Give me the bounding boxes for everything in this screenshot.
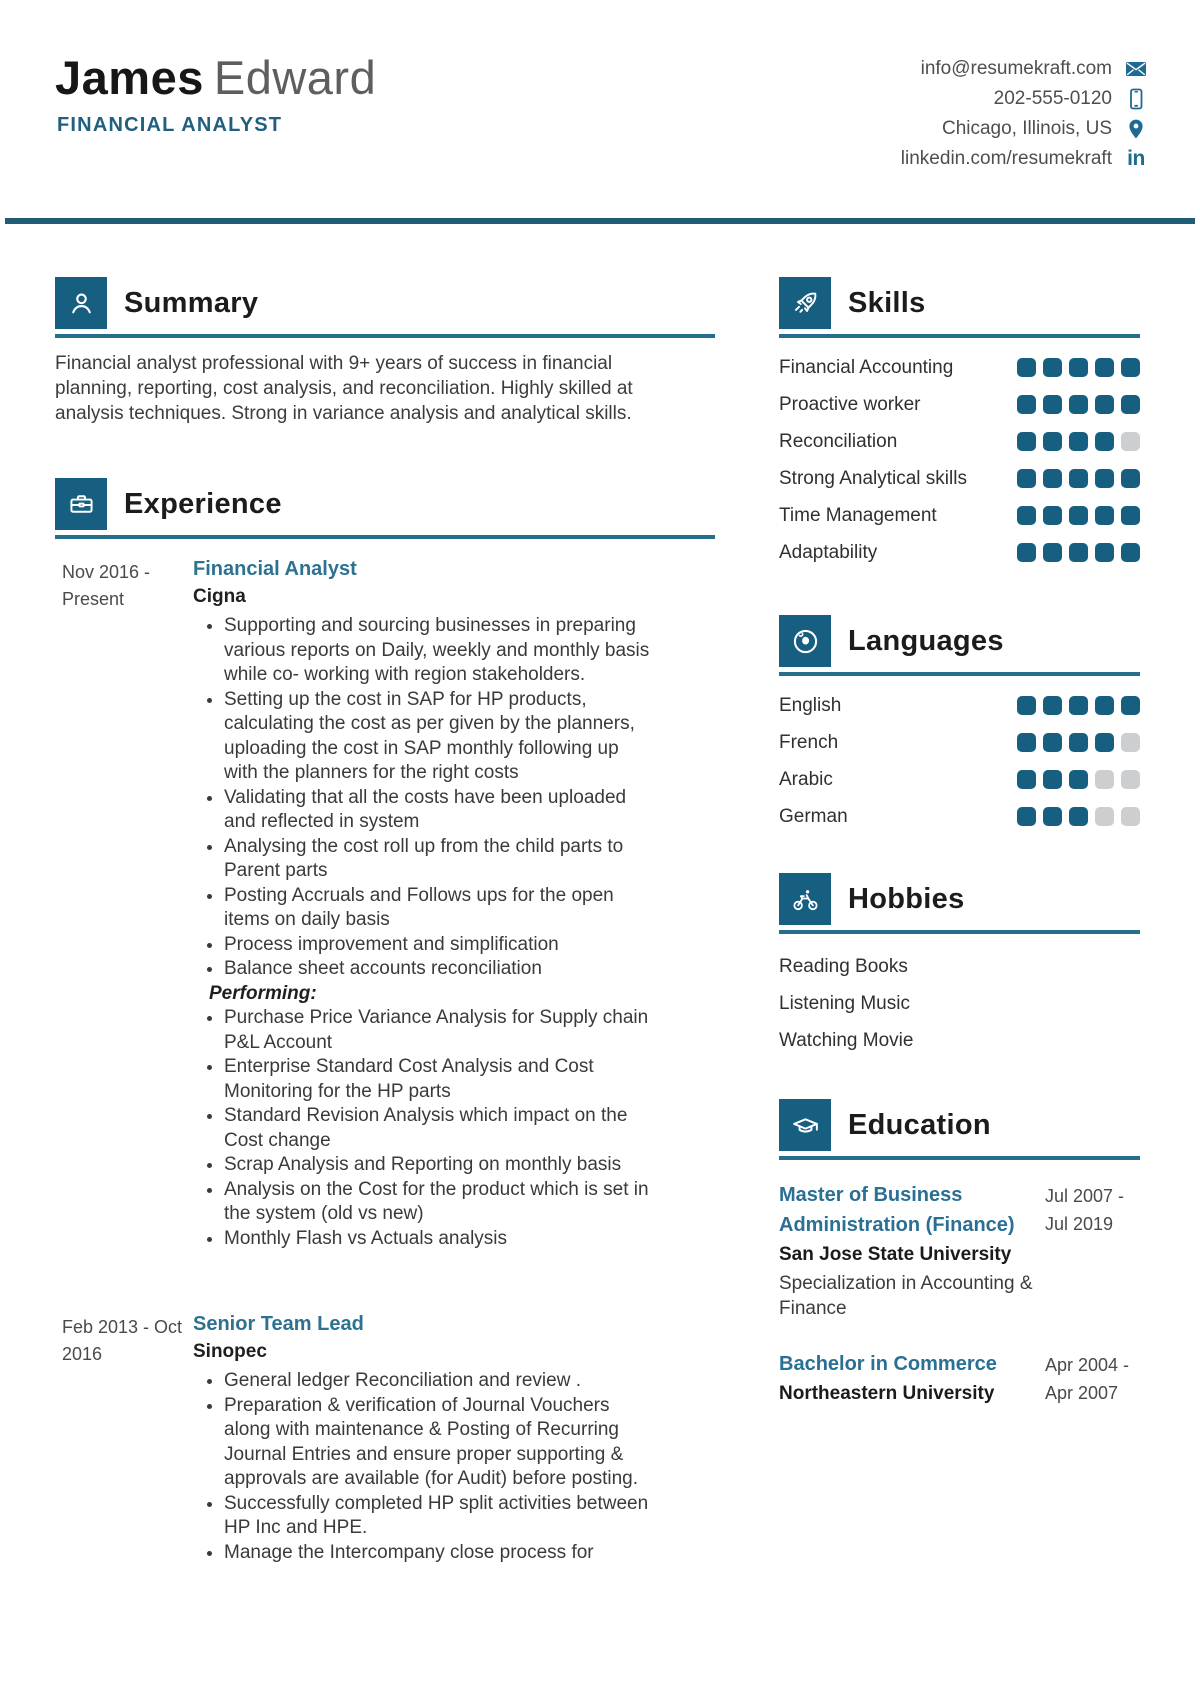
summary-heading-row xyxy=(55,277,715,329)
contact-block xyxy=(901,54,1147,174)
job-bullet xyxy=(224,1153,653,1178)
languages-heading-row xyxy=(779,615,1140,667)
language-row xyxy=(779,761,1140,798)
education-heading: Education xyxy=(848,1108,991,1141)
rating-square xyxy=(1069,395,1088,414)
job-bullet xyxy=(224,933,653,958)
first-name: James xyxy=(55,51,204,104)
rating-square xyxy=(1095,733,1114,752)
skill-row xyxy=(779,460,1140,497)
rating-square xyxy=(1043,770,1062,789)
education-school: San Jose State University xyxy=(779,1244,1012,1265)
rating-square xyxy=(1121,432,1140,451)
job-company: Cigna xyxy=(193,586,246,607)
skill-row xyxy=(779,386,1140,423)
rating-square xyxy=(1017,543,1036,562)
contact-email-text[interactable]: info@resumekraft.com xyxy=(920,58,1112,79)
education-dates: Apr 2004 - Apr 2007 xyxy=(1045,1355,1130,1403)
skill-rating xyxy=(1017,506,1140,525)
location-icon xyxy=(1125,118,1147,140)
job-bullet-text: Analysis on the Cost for the product which is set in the system (old vs new) xyxy=(224,1178,649,1224)
job-bullet-text: Standard Revision Analysis which impact on the Cost change xyxy=(224,1105,628,1151)
job-bullet-text: Scrap Analysis and Reporting on monthly basis xyxy=(224,1154,622,1175)
job-dates: Feb 2013 - Oct 2016 xyxy=(62,1317,183,1364)
language-rating xyxy=(1017,696,1140,715)
last-name: Edward xyxy=(213,51,377,104)
contact-linkedin-text[interactable]: linkedin.com/resumekraft xyxy=(900,148,1112,169)
job-bullet xyxy=(224,786,653,835)
rating-square xyxy=(1069,506,1088,525)
education-degree: Bachelor in Commerce xyxy=(779,1353,997,1375)
experience-heading: Experience xyxy=(124,487,282,520)
skill-rating xyxy=(1017,358,1140,377)
rating-square xyxy=(1121,770,1140,789)
rating-square xyxy=(1017,358,1036,377)
job-entry xyxy=(55,556,715,1251)
job-bullet xyxy=(224,1541,653,1566)
experience-heading-row xyxy=(55,478,715,530)
right-column xyxy=(779,277,1140,1565)
job-bullet xyxy=(224,957,653,982)
bicycle-icon xyxy=(779,873,831,925)
language-label: German xyxy=(779,805,848,827)
summary-heading: Summary xyxy=(124,286,259,319)
job-bullet-text: Preparation & verification of Journal Vouchers along with maintenance & Posting of Recurring Journal Entries and ensure proper supporting & approvals are available (for Audit) before posting. xyxy=(224,1394,639,1489)
rating-square xyxy=(1017,395,1036,414)
person-icon xyxy=(55,277,107,329)
skills-heading-row xyxy=(779,277,1140,329)
language-label: French xyxy=(779,731,839,753)
languages-rule xyxy=(779,672,1140,676)
rating-square xyxy=(1121,395,1140,414)
job-bullet xyxy=(224,1492,653,1541)
job-bullet-text: Supporting and sourcing businesses in preparing various reports on Daily, weekly and monthly basis while co- working with region stakeholders. xyxy=(224,615,650,685)
job-bullet-text: Validating that all the costs have been uploaded and reflected in system xyxy=(224,786,627,832)
contact-phone-text: 202-555-0120 xyxy=(993,88,1112,109)
phone-icon xyxy=(1125,88,1147,110)
rating-square xyxy=(1017,506,1036,525)
job-title: Senior Team Lead xyxy=(193,1313,364,1335)
job-bullet-text: Manage the Intercompany close process for xyxy=(224,1541,594,1563)
rating-square xyxy=(1043,543,1062,562)
rating-square xyxy=(1017,807,1036,826)
skill-rating xyxy=(1017,469,1140,488)
rating-square xyxy=(1017,770,1036,789)
rating-square xyxy=(1121,696,1140,715)
linkedin-icon: in xyxy=(1127,147,1145,170)
rating-square xyxy=(1095,696,1114,715)
job-bullet xyxy=(224,1369,653,1394)
rating-square xyxy=(1069,469,1088,488)
header xyxy=(0,0,1200,218)
left-column xyxy=(55,277,715,1565)
education-heading-row xyxy=(779,1099,1140,1151)
hobby-item: Listening Music xyxy=(779,993,910,1014)
summary-text: Financial analyst professional with 9+ years of success in financial planning, reporting, cost analysis, and reconciliation. Highly skilled at analysis techniques. Strong in variance analysis and analytical skills. xyxy=(55,353,633,424)
education-school: Northeastern University xyxy=(779,1383,995,1404)
job-bullet xyxy=(224,884,653,933)
hobby-item: Watching Movie xyxy=(779,1030,914,1051)
job-bullet xyxy=(224,1227,653,1252)
language-label: English xyxy=(779,694,842,716)
rating-square xyxy=(1121,543,1140,562)
job-role-subtitle: FINANCIAL ANALYST xyxy=(57,114,283,136)
job-bullet xyxy=(224,614,653,688)
person-name xyxy=(55,50,376,105)
skill-row xyxy=(779,497,1140,534)
rating-square xyxy=(1069,770,1088,789)
job-bullet-text: Performing: xyxy=(209,982,317,1004)
content-columns xyxy=(0,224,1200,1565)
skills-section xyxy=(779,277,1140,571)
job-bullet-list xyxy=(193,1369,653,1565)
job-bullet xyxy=(224,688,653,786)
job-bullet xyxy=(224,1006,653,1055)
rating-square xyxy=(1095,543,1114,562)
job-bullet xyxy=(209,982,653,1007)
rating-square xyxy=(1043,395,1062,414)
job-bullet-text: Balance sheet accounts reconciliation xyxy=(224,958,542,979)
rating-square xyxy=(1043,358,1062,377)
rating-square xyxy=(1017,469,1036,488)
education-rule xyxy=(779,1156,1140,1160)
job-bullet xyxy=(224,1104,653,1153)
experience-rule xyxy=(55,535,715,539)
job-bullet-text: Setting up the cost in SAP for HP products, calculating the cost as per given by the planners, uploading the cost in SAP monthly following up with the planners for the right costs xyxy=(224,688,635,783)
job-company: Sinopec xyxy=(193,1341,267,1362)
languages-list xyxy=(779,687,1140,835)
language-row xyxy=(779,724,1140,761)
job-bullet xyxy=(224,1394,653,1492)
education-entry xyxy=(779,1180,1140,1321)
education-note: Specialization in Accounting & Finance xyxy=(779,1273,1033,1319)
email-icon xyxy=(1125,58,1147,80)
job-bullet-list xyxy=(193,614,653,1251)
rating-square xyxy=(1043,733,1062,752)
contact-location-text: Chicago, Illinois, US xyxy=(941,118,1112,139)
education-degree: Master of Business Administration (Finance) xyxy=(779,1184,1015,1236)
rating-square xyxy=(1095,506,1114,525)
skill-label: Reconciliation xyxy=(779,430,898,452)
rating-square xyxy=(1069,807,1088,826)
rating-square xyxy=(1017,696,1036,715)
rating-square xyxy=(1095,395,1114,414)
rating-square xyxy=(1043,506,1062,525)
language-rating xyxy=(1017,733,1140,752)
skill-label: Time Management xyxy=(779,504,937,526)
skills-rule xyxy=(779,334,1140,338)
language-rating xyxy=(1017,807,1140,826)
skill-rating xyxy=(1017,432,1140,451)
rating-square xyxy=(1095,807,1114,826)
education-main xyxy=(779,1349,1045,1408)
contact-linkedin-row xyxy=(901,144,1147,174)
job-bullet-text: Enterprise Standard Cost Analysis and Cost Monitoring for the HP parts xyxy=(224,1056,594,1102)
job-bullet-text: Successfully completed HP split activities between HP Inc and HPE. xyxy=(224,1492,649,1538)
education-entry xyxy=(779,1349,1140,1408)
hobbies-rule xyxy=(779,930,1140,934)
hobbies-list xyxy=(779,948,1140,1059)
globe-icon xyxy=(779,615,831,667)
skill-label: Proactive worker xyxy=(779,393,921,415)
rating-square xyxy=(1069,358,1088,377)
hobbies-section xyxy=(779,873,1140,1059)
rating-square xyxy=(1095,469,1114,488)
rating-square xyxy=(1121,506,1140,525)
rating-square xyxy=(1121,733,1140,752)
rating-square xyxy=(1121,807,1140,826)
rating-square xyxy=(1095,432,1114,451)
education-section xyxy=(779,1099,1140,1408)
skills-list xyxy=(779,349,1140,571)
skill-label: Adaptability xyxy=(779,541,878,563)
job-dates: Nov 2016 - Present xyxy=(62,562,151,609)
hobby-item: Reading Books xyxy=(779,956,908,977)
skill-label: Strong Analytical skills xyxy=(779,467,967,489)
job-bullet-text: General ledger Reconciliation and review . xyxy=(224,1370,581,1391)
skill-label: Financial Accounting xyxy=(779,356,954,378)
hobbies-heading-row xyxy=(779,873,1140,925)
summary-rule xyxy=(55,334,715,338)
rating-square xyxy=(1121,358,1140,377)
rating-square xyxy=(1069,696,1088,715)
language-rating xyxy=(1017,770,1140,789)
rating-square xyxy=(1017,432,1036,451)
education-main xyxy=(779,1180,1045,1321)
hobbies-heading: Hobbies xyxy=(848,882,965,915)
skill-rating xyxy=(1017,543,1140,562)
language-row xyxy=(779,687,1140,724)
rocket-icon xyxy=(779,277,831,329)
skill-row xyxy=(779,534,1140,571)
skill-row xyxy=(779,423,1140,460)
contact-email-row xyxy=(901,54,1147,84)
rating-square xyxy=(1043,469,1062,488)
job-bullet xyxy=(224,1178,653,1227)
rating-square xyxy=(1095,770,1114,789)
language-label: Arabic xyxy=(779,768,833,790)
graduation-cap-icon xyxy=(779,1099,831,1151)
rating-square xyxy=(1043,696,1062,715)
languages-heading: Languages xyxy=(848,624,1004,657)
briefcase-icon xyxy=(55,478,107,530)
language-row xyxy=(779,798,1140,835)
rating-square xyxy=(1121,469,1140,488)
skills-heading: Skills xyxy=(848,286,926,319)
rating-square xyxy=(1017,733,1036,752)
summary-section xyxy=(55,277,715,426)
rating-square xyxy=(1069,432,1088,451)
job-bullet xyxy=(224,1055,653,1104)
job-bullet-text: Posting Accruals and Follows ups for the open items on daily basis xyxy=(224,884,614,930)
education-dates: Jul 2007 - Jul 2019 xyxy=(1045,1186,1125,1234)
contact-phone-row xyxy=(901,84,1147,114)
rating-square xyxy=(1069,543,1088,562)
contact-location-row xyxy=(901,114,1147,144)
skill-row xyxy=(779,349,1140,386)
skill-rating xyxy=(1017,395,1140,414)
rating-square xyxy=(1043,807,1062,826)
languages-section xyxy=(779,615,1140,835)
job-entry xyxy=(55,1311,715,1565)
job-bullet xyxy=(224,835,653,884)
rating-square xyxy=(1043,432,1062,451)
rating-square xyxy=(1069,733,1088,752)
job-bullet-text: Monthly Flash vs Actuals analysis xyxy=(224,1227,508,1249)
job-title: Financial Analyst xyxy=(193,558,357,580)
job-bullet-text: Analysing the cost roll up from the child parts to Parent parts xyxy=(224,835,624,881)
experience-section xyxy=(55,478,715,1565)
job-bullet-text: Process improvement and simplification xyxy=(224,933,559,955)
job-bullet-text: Purchase Price Variance Analysis for Supply chain P&L Account xyxy=(224,1007,649,1053)
rating-square xyxy=(1095,358,1114,377)
